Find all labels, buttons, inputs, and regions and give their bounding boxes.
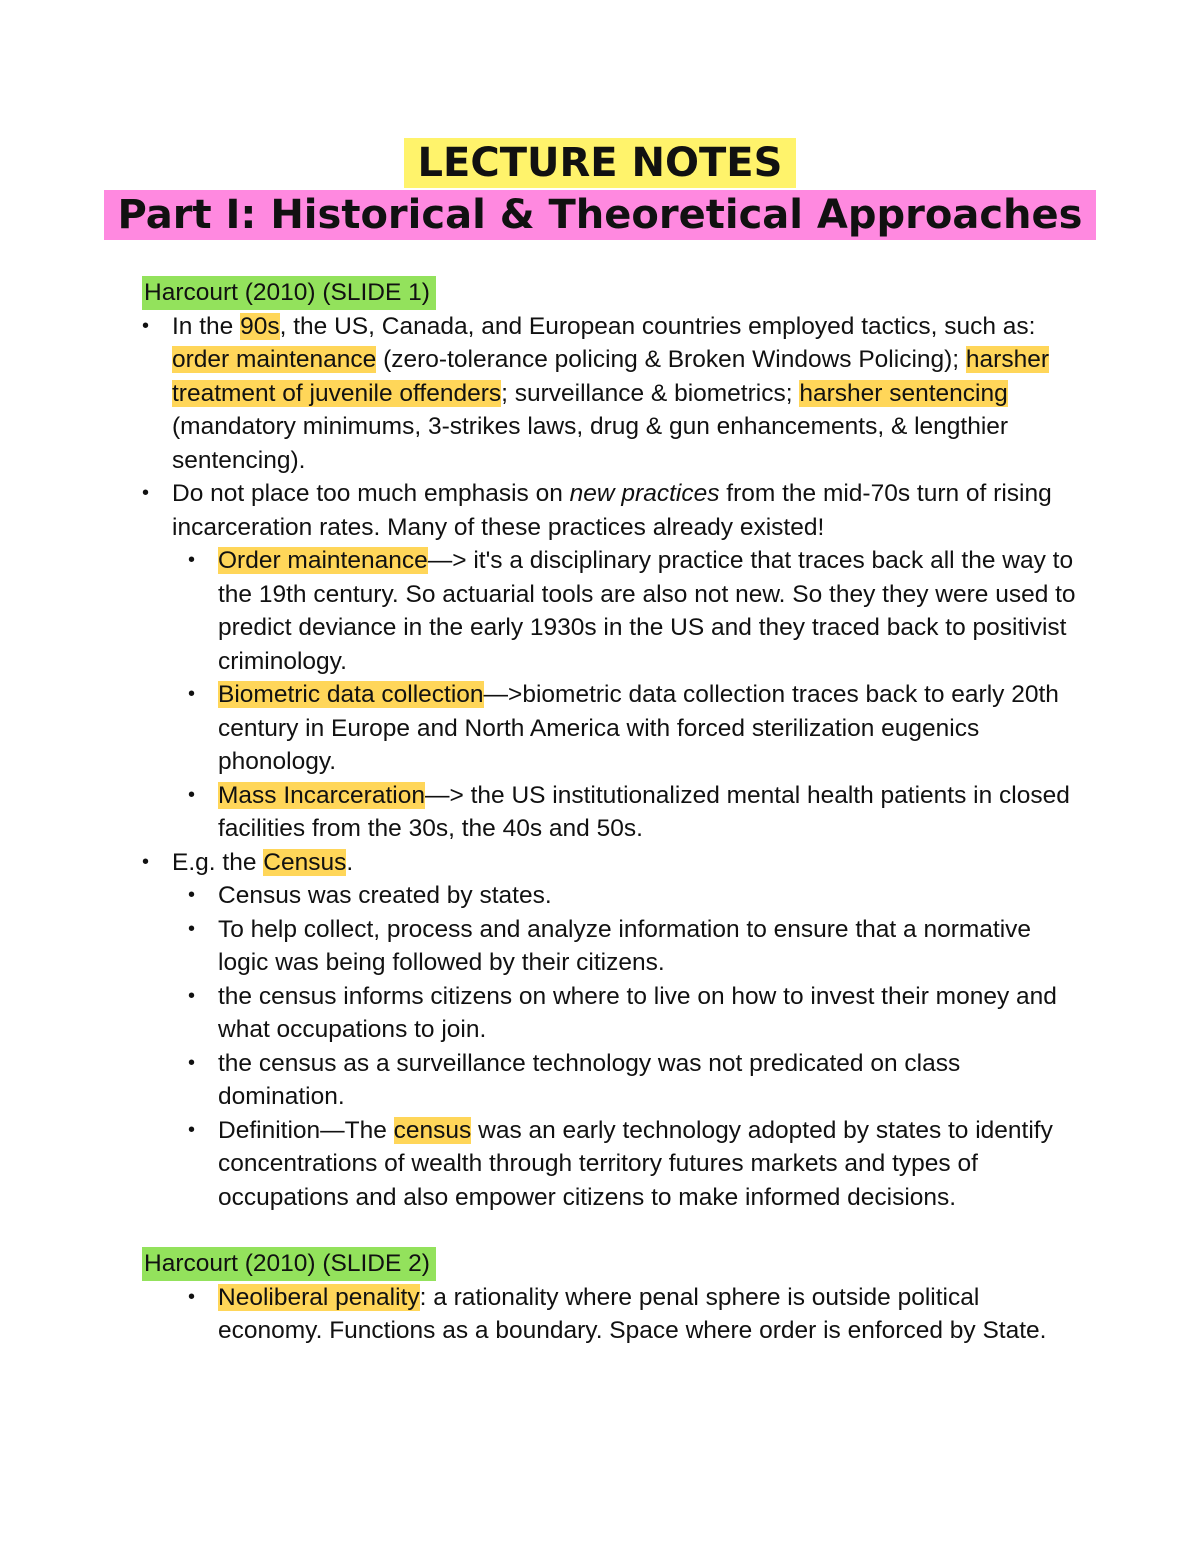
- text: —>biometric data collection traces back to early 20th century in Europe and North America with forced sterilization eugenics phonology.: [218, 681, 1059, 775]
- text: : a rationality where penal sphere is outside political economy. Functions as a boundary. Space where order is enforced by State.: [218, 1283, 1047, 1344]
- title-line-2: Part I: Historical & Theoretical Approaches: [104, 190, 1097, 240]
- text: (zero-tolerance policing & Broken Windows Policing);: [376, 346, 966, 373]
- list-item: [142, 846, 1082, 880]
- list-item: [142, 310, 1082, 478]
- text: —> the US institutionalized mental health patients in closed facilities from the 30s, the 40s and 50s.: [218, 781, 1070, 842]
- sub-list-item: [142, 678, 1082, 779]
- sub-list-item: [142, 544, 1082, 678]
- sub-list-item: [142, 779, 1082, 846]
- section-slide-1: [142, 276, 1082, 1214]
- text: from the mid-70s turn of rising incarceration rates. Many of these practices already existed!: [172, 480, 1052, 541]
- text: .: [346, 848, 354, 876]
- text: In the: [172, 312, 241, 340]
- sub-list-item: • the census informs citizens on where to live on how to invest their money and what occupations to join.: [142, 980, 1082, 1047]
- title-line-1: LECTURE NOTES: [404, 138, 797, 188]
- sub-list-item: [142, 1281, 1082, 1348]
- section-heading: Harcourt (2010) (SLIDE 2): [142, 1247, 436, 1281]
- highlight: order maintenance: [172, 346, 377, 373]
- text: Definition—The: [218, 1116, 394, 1144]
- highlight: 90s: [240, 312, 280, 340]
- sub-list-item: • the census as a surveillance technology was not predicated on class domination.: [142, 1047, 1082, 1114]
- text: , the US, Canada, and European countries employed tactics, such as:: [279, 312, 1036, 340]
- highlight: census: [393, 1116, 472, 1144]
- document-title: [0, 138, 1200, 240]
- notes-body: [142, 276, 1082, 1381]
- text: ; surveillance & biometrics;: [501, 379, 800, 407]
- section-slide-2: [142, 1247, 1082, 1348]
- text: was an early technology adopted by states to identify concentrations of wealth through territory futures markets and types of occupations and also empower citizens to make informed decisions.: [218, 1116, 1053, 1211]
- section-heading: Harcourt (2010) (SLIDE 1): [142, 276, 436, 310]
- bullet-list: [142, 1281, 1082, 1348]
- highlight: harsher treatment of juvenile offenders: [172, 346, 1049, 407]
- highlight: Neoliberal penality: [218, 1283, 420, 1311]
- emphasis: new practices: [569, 480, 720, 507]
- sub-list-item: • To help collect, process and analyze information to ensure that a normative logic was being followed by their citizens.: [142, 913, 1082, 980]
- bullet-list: [142, 310, 1082, 1215]
- list-item: [142, 477, 1082, 544]
- sub-list-item: [142, 1114, 1082, 1215]
- highlight: Mass Incarceration: [218, 781, 425, 809]
- highlight: Census: [263, 848, 347, 876]
- sub-list-item: • Census was created by states.: [142, 879, 1082, 913]
- text: —> it's a disciplinary practice that traces back all the way to the 19th century. So actuarial tools are also not new. So they they were used to predict deviance in the early 1930s in the US and they traced back to positivist criminology.: [218, 547, 1076, 675]
- text: Do not place too much emphasis on: [172, 480, 570, 507]
- text: (mandatory minimums, 3-strikes laws, drug & gun enhancements, & lengthier sentencing).: [172, 413, 1009, 474]
- text: E.g. the: [172, 848, 264, 876]
- highlight: Biometric data collection: [218, 681, 484, 708]
- highlight: harsher sentencing: [799, 379, 1008, 407]
- highlight: Order maintenance: [218, 547, 428, 574]
